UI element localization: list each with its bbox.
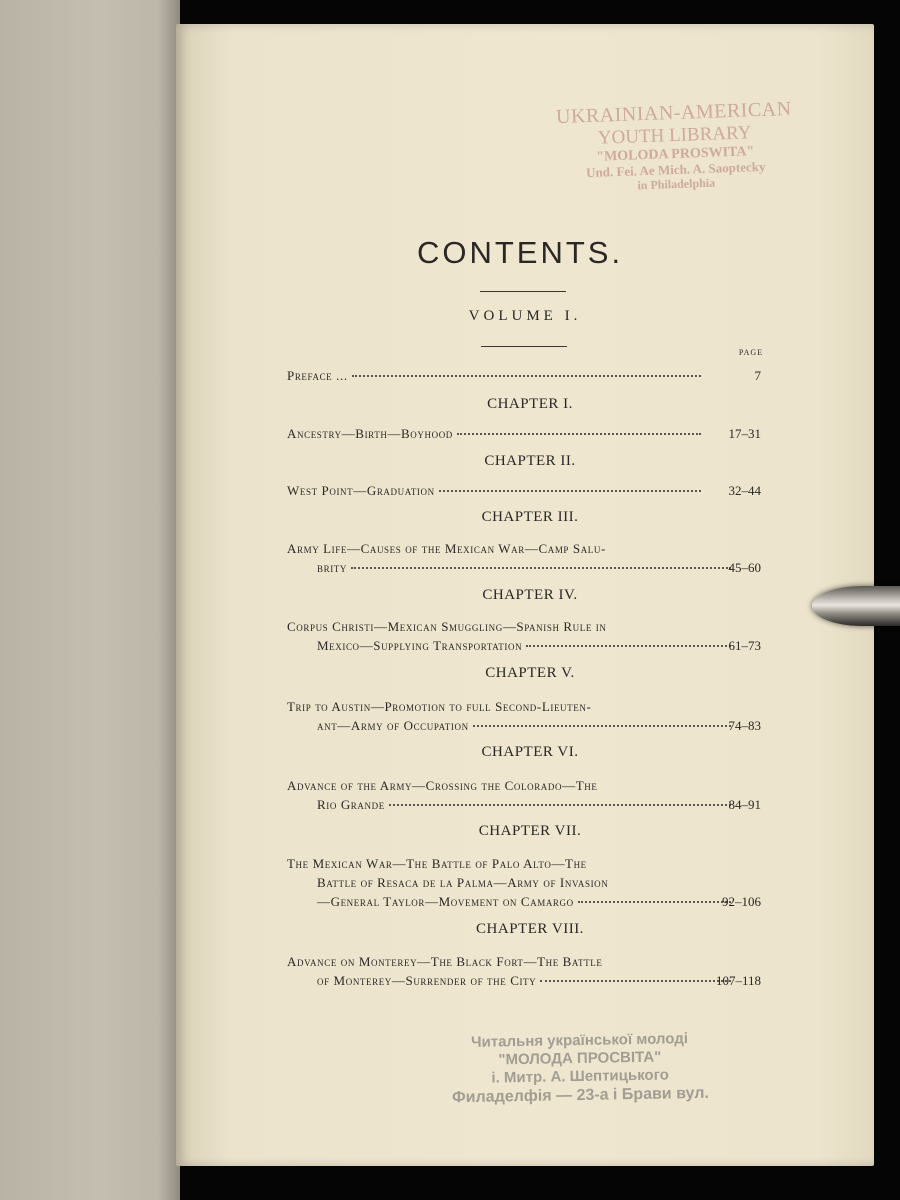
toc-entry [287,952,777,990]
stamp-line: Читальня української молоді [470,1030,689,1051]
dot-leader [439,490,701,492]
facing-page [0,0,180,1200]
toc-entry [287,697,777,735]
library-stamp-bottom [399,1029,760,1108]
entry-title-line: Rio Grande [317,797,385,812]
toc-entry [287,481,777,500]
entry-title-line: Army Life—Causes of the Mexican War—Camp Salu- [287,541,606,556]
entry-title: Ancestry—Birth—Boyhood [287,426,453,441]
library-stamp-top [529,97,822,197]
volume-heading: VOLUME I. [468,308,582,324]
entry-title-line: Advance of the Army—Crossing the Colorado—The [287,778,598,793]
entry-title-line: Advance on Monterey—The Black Fort—The Battle [287,954,603,969]
entry-title-line: —General Taylor—Movement on Camargo [317,894,574,909]
dot-leader [473,725,731,727]
toc-entry [287,539,777,577]
page-number: 61–73 [728,638,761,653]
page-column-label: PAGE [738,348,764,357]
page-number: 7 [754,368,761,383]
page-number: 17–31 [728,426,761,441]
toc-entry [287,854,777,911]
page-number: 92–106 [722,894,761,909]
page-number: 45–60 [728,560,761,575]
entry-title-line: Mexico—Supplying Transportation [317,638,523,653]
entry-title: West Point—Graduation [287,483,435,498]
entry-title-line: Battle of Resaca de la Palma—Army of Invasion [317,875,609,890]
stamp-line: "МОЛОДА ПРОСВІТА" [498,1048,662,1069]
entry-title-line: The Mexican War—The Battle of Palo Alto—The [287,856,587,871]
dot-leader [351,567,731,569]
page-number: 84–91 [728,797,761,812]
toc-entry-preface [287,366,777,385]
toc-entry [287,617,777,655]
dot-leader [352,375,701,377]
entry-title-line: of Monterey—Surrender of the City [317,973,537,988]
dot-leader [389,804,731,806]
dot-leader [457,433,701,435]
page-number: 74–83 [728,718,761,733]
stamp-line: "MOLODA PROSWITA" [596,144,755,165]
volume-rule [481,346,567,347]
chapter-heading: CHAPTER II. [484,453,576,469]
stamp-line: YOUTH LIBRARY [597,122,752,149]
stamp-line: in Philadelphia [637,175,716,193]
chapter-heading: CHAPTER III. [481,509,579,525]
entry-title: Preface ... [287,368,348,383]
chapter-heading: CHAPTER VII. [478,823,582,839]
chapter-heading: CHAPTER VI. [481,744,579,760]
stamp-line: Филаделфія — 23-а і Брави вул. [451,1084,710,1107]
stamp-line: Und. Fei. Ae Mich. A. Saoptecky [585,158,766,181]
page-number: 107–118 [715,973,761,988]
stamp-line: і. Митр. А. Шептицького [491,1066,669,1087]
entry-title-line: ant—Army of Occupation [317,718,469,733]
entry-title-line: brity [317,560,347,575]
entry-title-line: Trip to Austin—Promotion to full Second-Lieuten- [287,699,592,714]
page-number: 32–44 [728,483,761,498]
stamp-line: UKRAINIAN-AMERICAN [555,97,792,129]
toc-entry [287,776,777,814]
title-rule [480,291,566,292]
chapter-heading: CHAPTER V. [485,665,575,681]
entry-title-line: Corpus Christi—Mexican Smuggling—Spanish Rule in [287,619,607,634]
toc-entry [287,424,777,443]
chapter-heading: CHAPTER VIII. [476,921,584,937]
chapter-heading: CHAPTER I. [487,396,573,412]
chapter-heading: CHAPTER IV. [482,587,578,603]
page-title: CONTENTS. [416,235,624,270]
